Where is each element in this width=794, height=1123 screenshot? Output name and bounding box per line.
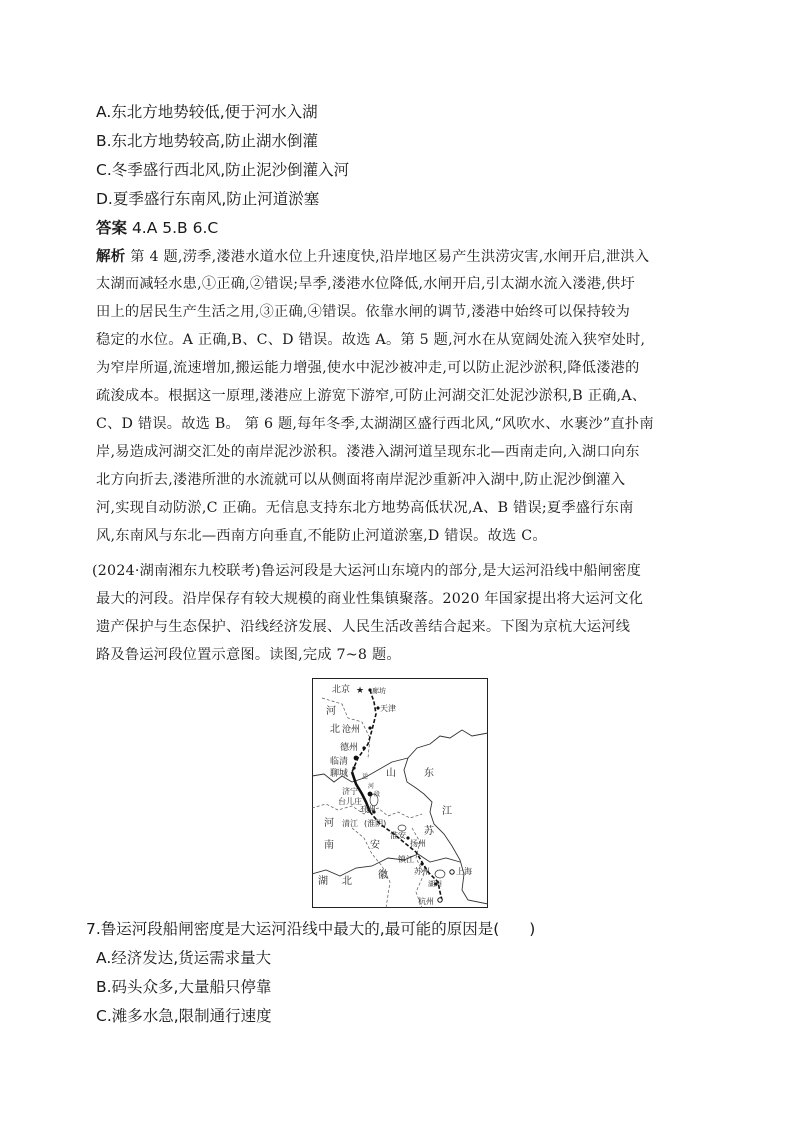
city-dot <box>420 862 423 865</box>
label-hui: 徽 <box>378 870 388 881</box>
explanation-line-4: 稳定的水位。A 正确,B、C、D 错误。故选 A。第 5 题,河水在从宽阔处流入狭窄处时, <box>96 332 646 348</box>
label-bei: 北 <box>330 724 340 735</box>
label-bei-south: 北 <box>342 876 352 887</box>
answer-text: 4.A 5.B 6.C <box>127 219 219 237</box>
label-dezhou: 德州 <box>340 743 359 753</box>
label-su: 苏 <box>424 826 434 837</box>
explanation-line-1 <box>96 245 649 266</box>
passage-line-2: 最大的河段。沿岸保存有较大规模的商业性集镇聚落。2020 年国家提出将大运河文化 <box>96 591 644 607</box>
city-dot <box>354 756 359 761</box>
label-he-south: 河 <box>324 818 334 829</box>
label-shanghai: 上海 <box>456 867 472 876</box>
question-7-option-b: B.码头众多,大量船只停靠 <box>96 978 272 996</box>
label-pizhou: 邳州 <box>360 805 376 814</box>
explanation-text: 第 4 题,涝季,溇港水道水位上升速度快,沿岸地区易产生洪涝灾害,水闸开启,泄洪入 <box>125 249 650 265</box>
label-linqing: 临清 <box>330 757 349 767</box>
passage-line-1: (2024·湖南湘东九校联考)鲁运河段是大运河山东境内的部分,是大运河沿线中船闸密度 <box>92 563 642 579</box>
question-7-option-a: A.经济发达,货运需求量大 <box>96 949 272 967</box>
question-7-stem <box>86 917 535 939</box>
label-huaian: 淮安 <box>390 831 406 840</box>
city-dot <box>362 746 365 749</box>
label-dong: 东 <box>424 768 434 779</box>
answer-line <box>96 216 218 238</box>
option-a: A.东北方地势较低,便于河水入湖 <box>96 103 318 121</box>
city-dot <box>368 726 371 729</box>
label-he-canal: 河 <box>368 783 375 790</box>
question-7-text: 7.鲁运河段船闸密度是大运河沿线中最大的,最可能的原因是( <box>86 920 500 938</box>
label-hu: 湖 <box>318 876 328 887</box>
city-dot <box>450 870 454 874</box>
label-suzhou: 苏州 <box>414 867 430 876</box>
city-dot <box>438 898 442 902</box>
label-yangzhou: 扬州 <box>410 839 426 848</box>
question-7-option-c: C.滩多水急,限制通行速度 <box>96 1007 272 1025</box>
label-huzhou: 湖州 <box>428 880 442 888</box>
explanation-line-3: 田上的居民生产生活之用,③正确,④错误。依靠水闸的调节,溇港中始终可以保持较为 <box>96 304 631 320</box>
option-c: C.冬季盛行西北风,防止泥沙倒灌入河 <box>96 161 350 179</box>
label-zhenjiang: 镇江 <box>398 855 414 864</box>
passage-line-4: 路及鲁运河段位置示意图。读图,完成 7~8 题。 <box>96 647 401 663</box>
answer-label: 答案 <box>96 219 128 237</box>
label-qingjiang: 清江 <box>342 819 358 828</box>
label-he-north: 河 <box>326 706 336 717</box>
question-7-close: ) <box>529 920 536 938</box>
explanation-label: 解析 <box>96 249 126 265</box>
label-beijing: 北京 <box>332 685 351 695</box>
city-dot <box>352 766 355 769</box>
grand-canal-map <box>312 678 488 908</box>
label-tianjin: 天津 <box>380 704 396 713</box>
explanation-line-8: 岸,易造成河湖交汇处的南岸泥沙淤积。溇港入湖河道呈现东北—西南走向,入湖口向东 <box>96 444 640 460</box>
label-liaocheng: 聊城 <box>330 769 349 779</box>
label-huaiyin: (淮阴) <box>364 819 387 828</box>
option-d: D.夏季盛行东南风,防止河道淤塞 <box>96 190 320 208</box>
city-dot <box>368 792 373 797</box>
label-jiang: 江 <box>442 806 452 817</box>
label-ning: 宁 <box>350 787 358 796</box>
explanation-line-5: 为窄岸所逼,流速增加,搬运能力增强,使水中泥沙被冲走,可以防止泥沙淤积,降低溇港的 <box>96 360 640 376</box>
label-hangzhou: 杭州 <box>418 897 434 906</box>
label-duan: 段 <box>374 791 381 798</box>
label-cangzhou: 沧州 <box>342 725 361 735</box>
label-ji: 济 <box>342 787 350 796</box>
label-shan: 山 <box>386 768 396 779</box>
label-an: 安 <box>370 840 380 851</box>
explanation-line-2: 太湖而减轻水患,①正确,②错误;旱季,溇港水位降低,水闸开启,引太湖水流入溇港,供圩 <box>96 276 635 292</box>
explanation-line-7: C、D 错误。故选 B。 第 6 题,每年冬季,太湖湖区盛行西北风,“风吹水、水裹沙”直扑南 <box>96 416 654 432</box>
label-taierzhuang: 台儿庄 <box>338 797 362 806</box>
label-nan: 南 <box>324 840 334 851</box>
explanation-line-10: 河,实现自动防淤,C 正确。无信息支持东北方地势高低状况,A、B 错误;夏季盛行东南 <box>96 500 634 516</box>
explanation-line-11: 风,东南风与东北—西南方向垂直,不能防止河道淤塞,D 错误。故选 C。 <box>96 528 547 544</box>
beijing-star-icon: ★ <box>356 686 365 696</box>
passage-line-3: 遗产保护与生态保护、沿线经济发展、人民生活改善结合起来。下图为京杭大运河线 <box>96 619 631 635</box>
taihu-lake <box>435 870 445 878</box>
option-b: B.东北方地势较高,防止湖水倒灌 <box>96 132 318 150</box>
label-yun: 运 <box>362 773 369 780</box>
explanation-line-9: 北方向折去,溇港所泄的水流就可以从侧面将南岸泥沙重新冲入湖中,防止泥沙倒灌入 <box>96 472 626 488</box>
label-langfang: 廊坊 <box>372 687 386 695</box>
explanation-line-6: 疏浚成本。根据这一原理,溇港应上游宽下游窄,可防止河湖交汇处泥沙淤积,B 正确,A、 <box>96 388 647 404</box>
